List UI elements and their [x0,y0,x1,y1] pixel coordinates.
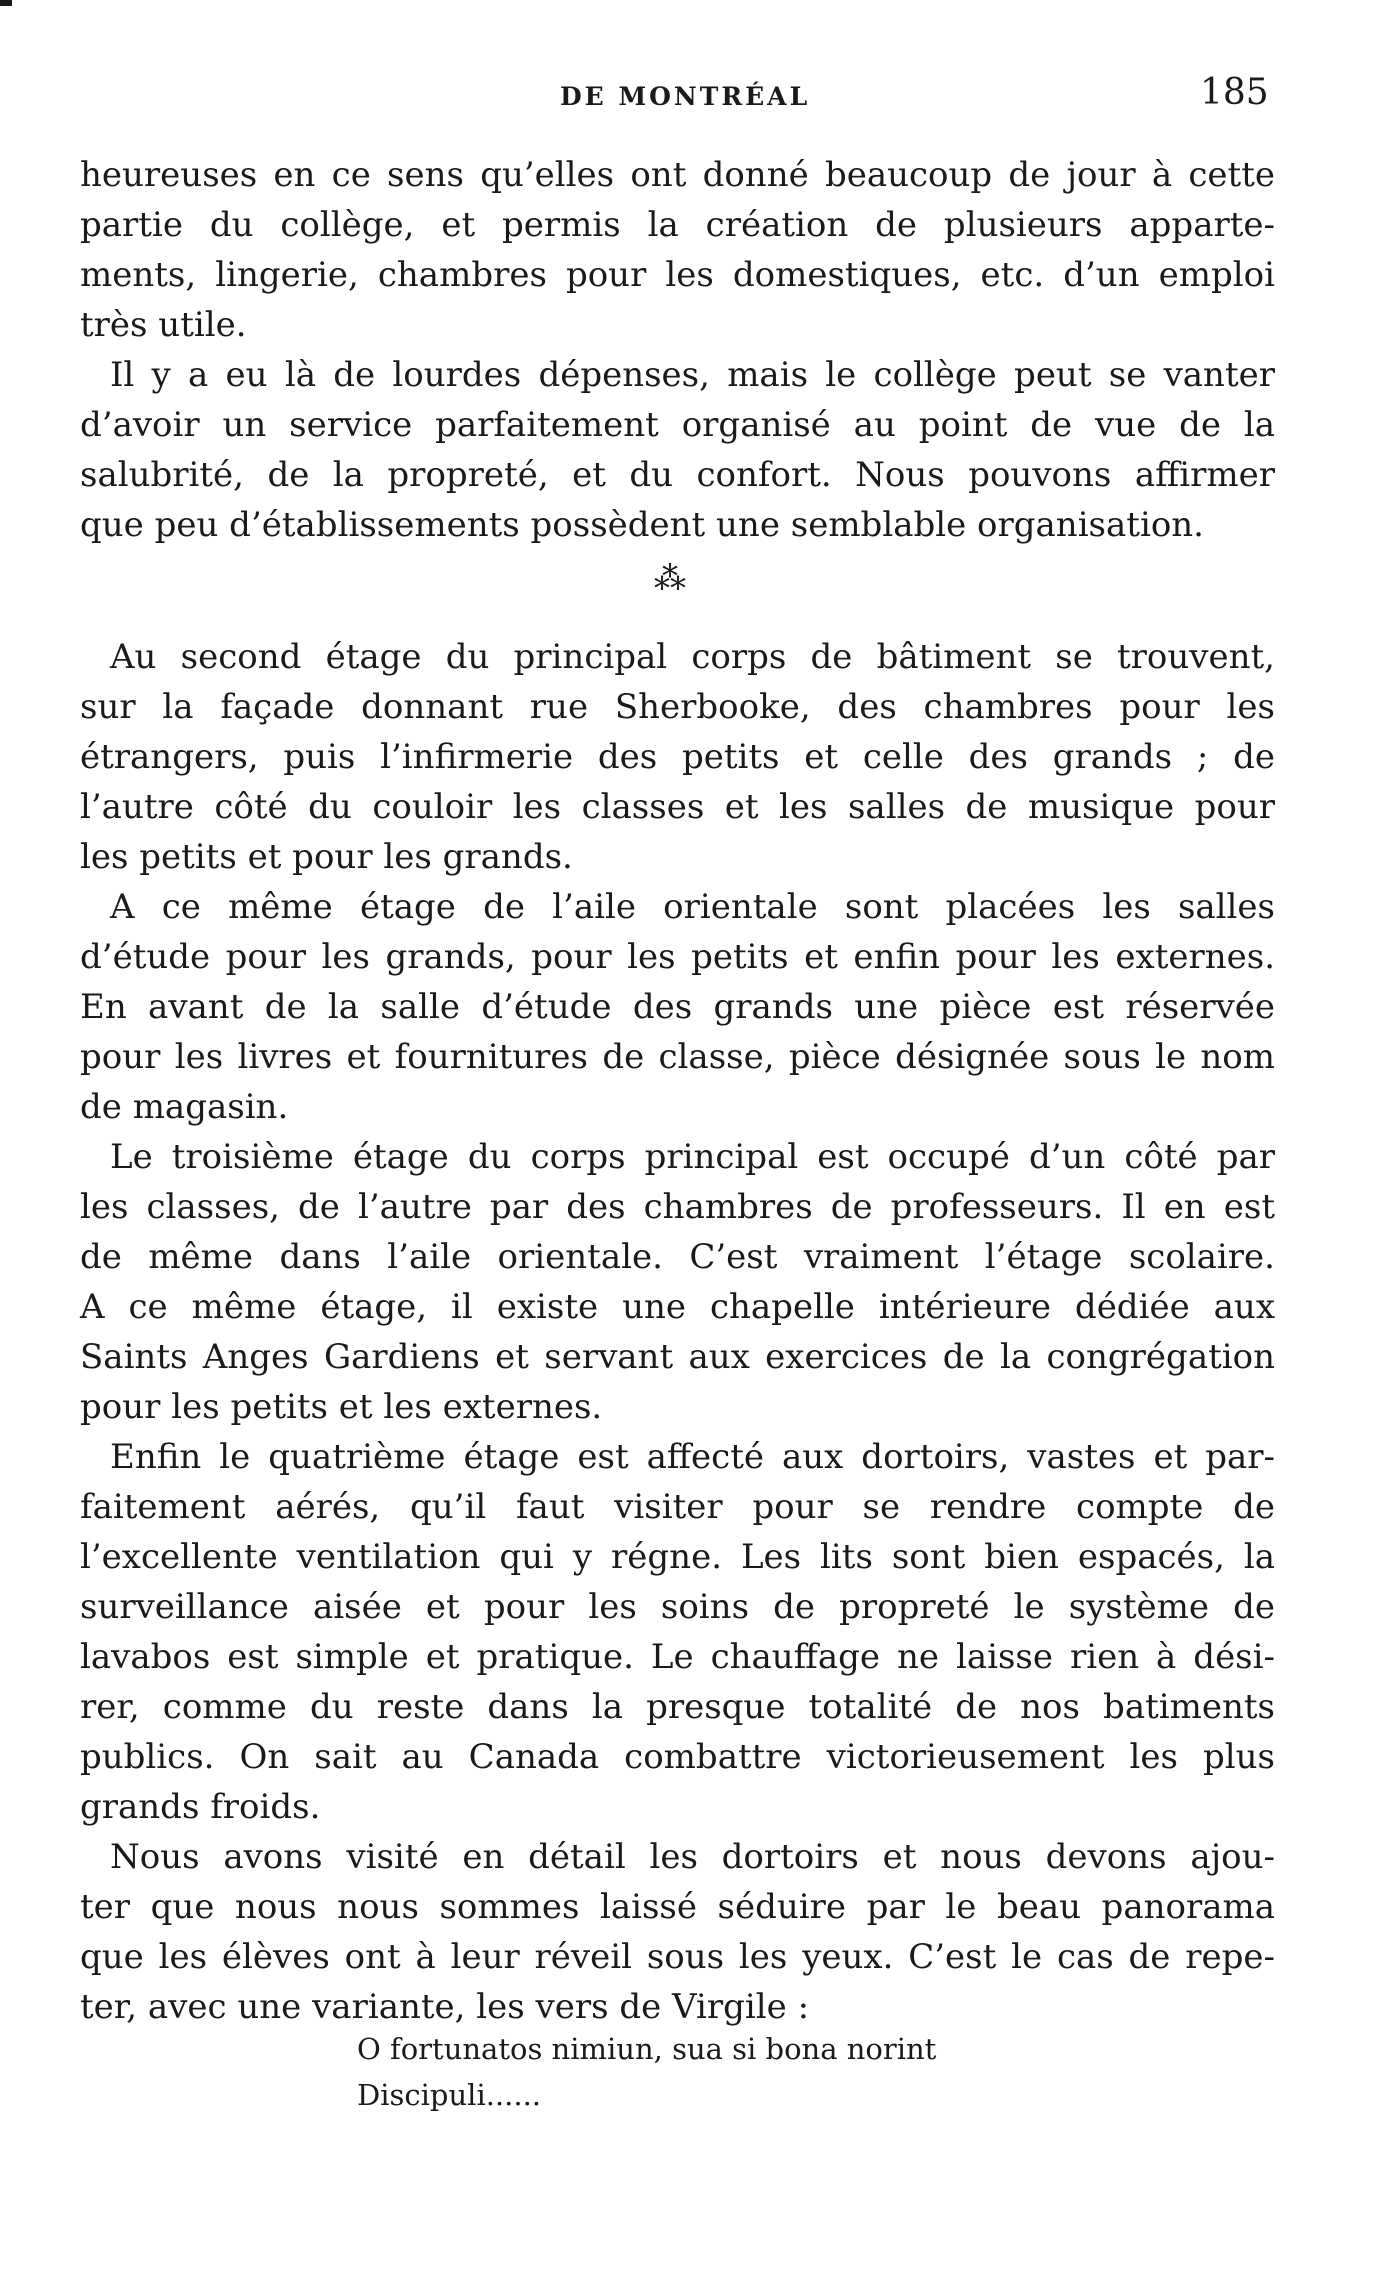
quote-line: O fortunatos nimiun, sua si bona norint [357,2032,937,2066]
running-head: DE MONTRÉAL [560,82,811,111]
text-line: lavabos est simple et pratique. Le chauffage ne laisse rien à dési- [80,1637,1275,1677]
text-line: les petits et pour les grands. [80,837,573,877]
text-line: Il y a eu là de lourdes dépenses, mais le collège peut se vanter [110,355,1275,395]
text-line: Nous avons visité en détail les dortoirs et nous devons ajou- [110,1837,1275,1877]
text-line: l’excellente ventilation qui y régne. Les lits sont bien espacés, la [80,1537,1275,1577]
text-line: Enfin le quatrième étage est affecté aux dortoirs, vastes et par- [110,1437,1275,1477]
text-line: très utile. [80,305,247,345]
text-block-upper [80,150,1275,550]
text-line: que peu d’établissements possèdent une semblable organisation. [80,505,1204,545]
text-line: pour les livres et fournitures de classe, pièce désignée sous le nom [80,1037,1275,1077]
quote-line: Discipuli...... [357,2078,542,2112]
text-line: d’avoir un service parfaitement organisé au point de vue de la [80,405,1275,445]
page-number: 185 [1200,72,1269,113]
text-line: grands froids. [80,1787,321,1827]
text-line: sur la façade donnant rue Sherbooke, des chambres pour les [80,687,1275,727]
text-line: que les élèves ont à leur réveil sous les yeux. C’est le cas de repe- [80,1937,1275,1977]
text-line: de même dans l’aile orientale. C’est vraiment l’étage scolaire. [80,1237,1275,1277]
text-line: pour les petits et les externes. [80,1387,603,1427]
text-line: rer, comme du reste dans la presque totalité de nos batiments [80,1687,1275,1727]
text-line: ter que nous nous sommes laissé séduire par le beau panorama [80,1887,1275,1927]
text-line: l’autre côté du couloir les classes et les salles de musique pour [80,787,1275,827]
text-line: étrangers, puis l’infirmerie des petits et celle des grands ; de [80,737,1275,777]
text-line: Le troisième étage du corps principal est occupé d’un côté par [110,1137,1275,1177]
corner-mark [0,0,12,6]
text-line: ments, lingerie, chambres pour les domestiques, etc. d’un emploi [80,255,1275,295]
text-line: En avant de la salle d’étude des grands une pièce est réservée [80,987,1275,1027]
text-line: salubrité, de la propreté, et du confort. Nous pouvons affirmer [80,455,1275,495]
text-line: les classes, de l’autre par des chambres de professeurs. Il en est [80,1187,1275,1227]
text-line: faitement aérés, qu’il faut visiter pour se rendre compte de [80,1487,1275,1527]
section-asterism: ⁂ [654,559,686,597]
text-line: A ce même étage, il existe une chapelle intérieure dédiée aux [80,1287,1275,1327]
text-line: Au second étage du principal corps de bâtiment se trouvent, [110,637,1275,677]
text-line: surveillance aisée et pour les soins de propreté le système de [80,1587,1275,1627]
text-line: partie du collège, et permis la création de plusieurs apparte- [80,205,1275,245]
text-block-lower [80,632,1275,2032]
text-line: heureuses en ce sens qu’elles ont donné beaucoup de jour à cette [80,155,1275,195]
text-line: Saints Anges Gardiens et servant aux exercices de la congrégation [80,1337,1275,1377]
text-line: ter, avec une variante, les vers de Virgile : [80,1987,810,2027]
text-line: d’étude pour les grands, pour les petits et enfin pour les externes. [80,937,1275,977]
text-line: de magasin. [80,1087,289,1127]
text-line: A ce même étage de l’aile orientale sont placées les salles [110,887,1275,927]
latin-quotation [357,2026,936,2118]
text-line: publics. On sait au Canada combattre victorieusement les plus [80,1737,1275,1777]
